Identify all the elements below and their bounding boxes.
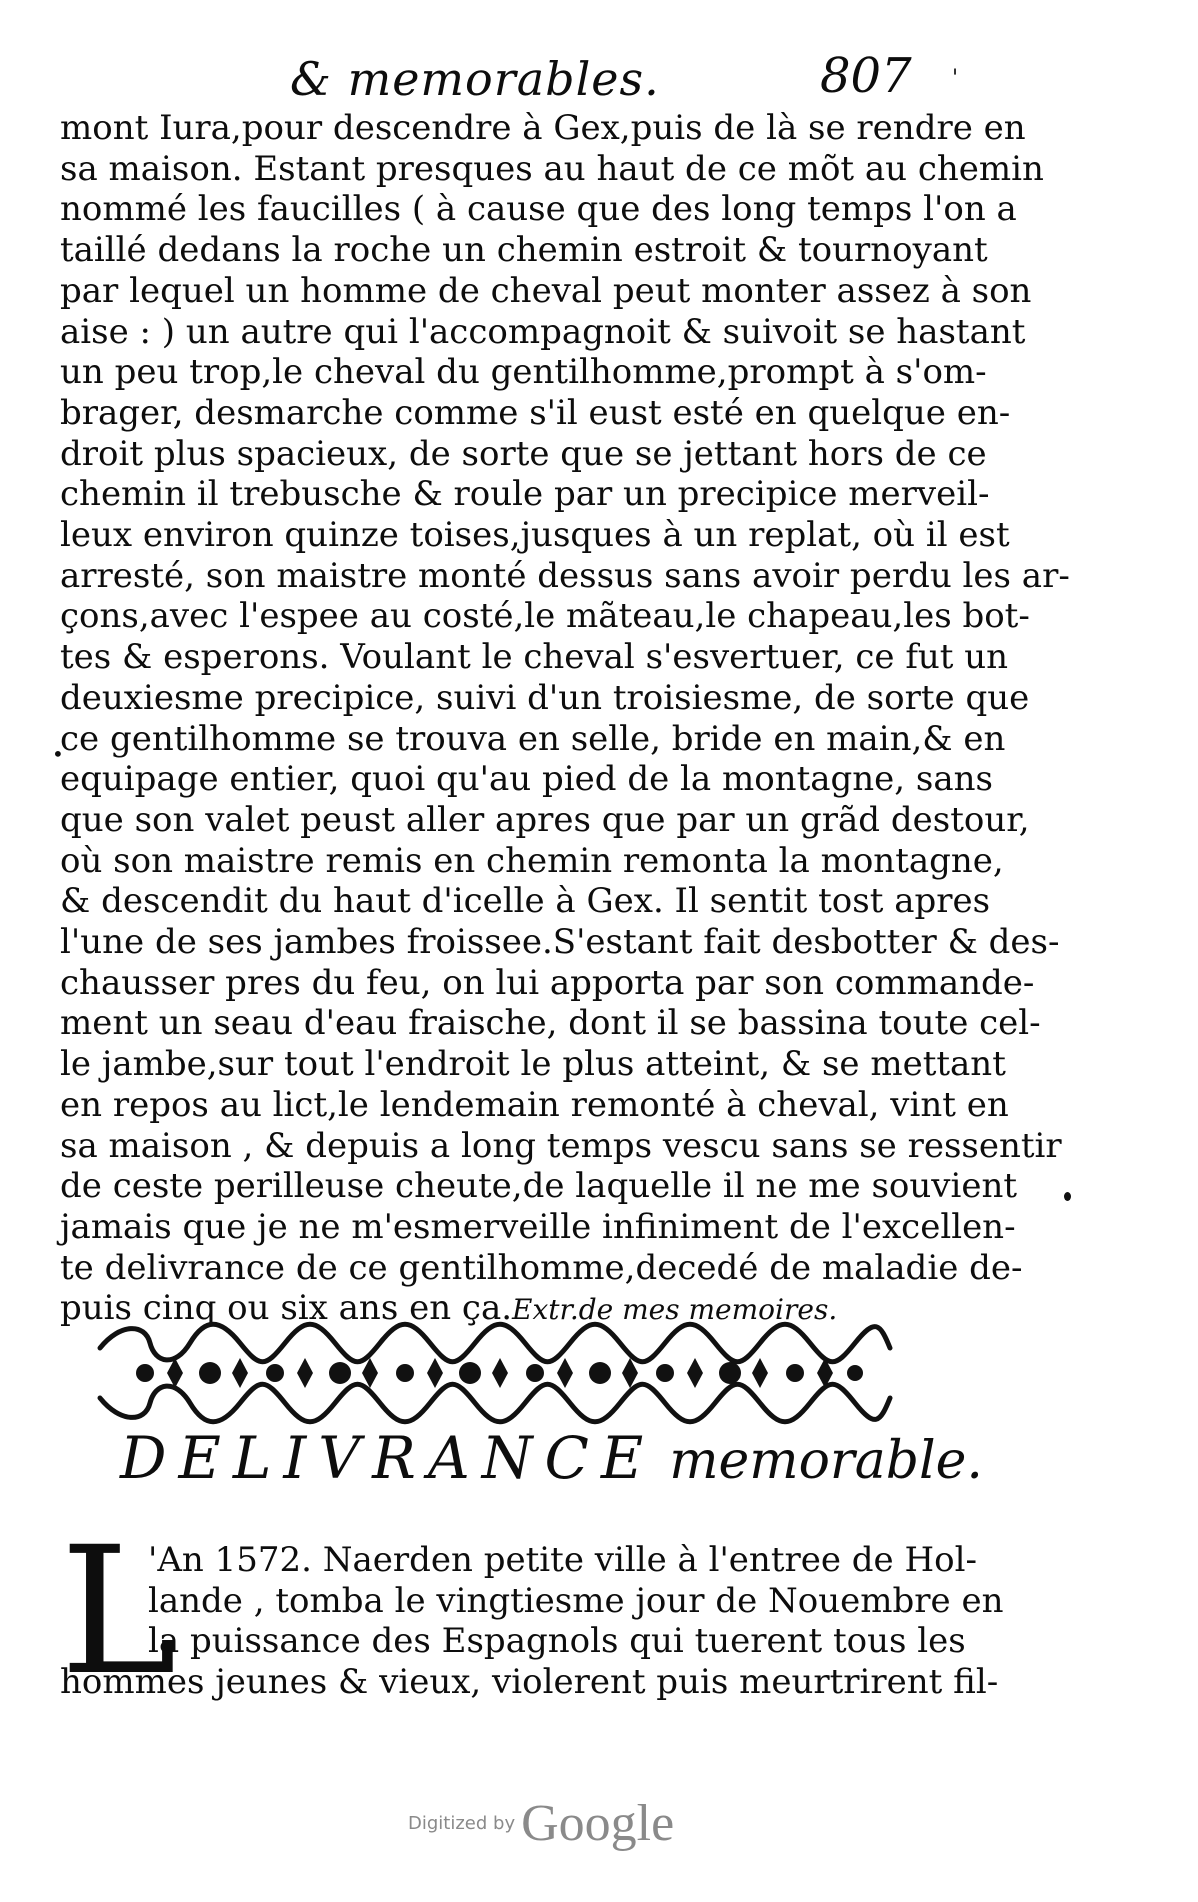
text-line: un peu trop,le cheval du gentilhomme,prompt à s'om- (60, 352, 987, 393)
text-line: taillé dedans la roche un chemin estroit & tournoyant (60, 230, 988, 271)
text-line: l'une de ses jambes froissee.S'estant fait desbotter & des- (60, 922, 1060, 963)
text-line: hommes jeunes & vieux, violerent puis meurtrirent fil- (60, 1662, 999, 1703)
printer-ornament (90, 1318, 900, 1428)
text-line: jamais que je ne m'esmerveille infiniment de l'excellen- (60, 1206, 1016, 1247)
text-line: 'An 1572. Naerden petite ville à l'entree de Hol- (148, 1540, 977, 1580)
section-title (120, 1424, 983, 1492)
text-line: ce gentilhomme se trouva en selle, bride en main,& en (60, 718, 1006, 759)
text-line: la puissance des Espagnols qui tuerent tous les (148, 1621, 966, 1662)
body-paragraph (60, 108, 1070, 1331)
ink-speck (1064, 1192, 1071, 1201)
google-watermark: Google (521, 1795, 675, 1852)
text-line: mont Iura,pour descendre à Gex,puis de là se rendre en (60, 108, 1026, 148)
text-line: equipage entier, quoi qu'au pied de la montagne, sans (60, 759, 993, 800)
text-line: lande , tomba le vingtiesme jour de Nouembre en (148, 1580, 1004, 1621)
text-line: sa maison. Estant presques au haut de ce mõt au chemin (60, 148, 1044, 189)
text-line: & descendit du haut d'icelle à Gex. Il sentit tost apres (60, 881, 991, 922)
text-line: brager, desmarche comme s'il eust esté en quelque en- (60, 392, 1011, 433)
page-number: 807 (820, 48, 912, 104)
text-line: deuxiesme precipice, suivi d'un troisiesme, de sorte que (60, 677, 1030, 718)
text-line: le jambe,sur tout l'endroit le plus atteint, & se mettant (60, 1044, 1006, 1085)
text-line: chemin il trebusche & roule par un precipice merveil- (60, 474, 990, 515)
source-citation: Extr.de mes memoires. (512, 1293, 838, 1327)
last-line-text: puis cinq ou six ans en ça. (60, 1288, 513, 1329)
text-line: te delivrance de ce gentilhomme,decedé de maladie de- (60, 1247, 1023, 1288)
running-title: & memorables. (290, 52, 660, 106)
text-line: chausser pres du feu, on lui apporta par son commande- (60, 962, 1035, 1003)
text-line: en repos au lict,le lendemain remonté à cheval, vint en (60, 1084, 1009, 1125)
text-line: par lequel un homme de cheval peut monter assez à son (60, 270, 1032, 311)
section-title-rest: memorable. (669, 1431, 983, 1491)
text-line: où son maistre remis en chemin remonta la montagne, (60, 840, 1004, 881)
text-line: ment un seau d'eau fraische, dont il se bassina toute cel- (60, 1003, 1041, 1044)
text-line: tes & esperons. Voulant le cheval s'esvertuer, ce fut un (60, 637, 1009, 678)
text-line: sa maison , & depuis a long temps vescu sans se ressentir (60, 1125, 1062, 1166)
section-title-caps: DELIVRANCE (120, 1424, 656, 1492)
text-line: que son valet peust aller apres que par un grãd destour, (60, 799, 1030, 840)
text-line: nommé les faucilles ( à cause que des long temps l'on a (60, 189, 1017, 230)
text-line: çons,avec l'espee au costé,le mãteau,le chapeau,les bot- (60, 596, 1030, 637)
text-line: arresté, son maistre monté dessus sans avoir perdu les ar- (60, 555, 1070, 596)
text-line: droit plus spacieux, de sorte que se jettant hors de ce (60, 433, 987, 474)
text-line: aise : ) un autre qui l'accompagnoit & suivoit se hastant (60, 311, 1026, 352)
margin-mark: • (52, 742, 64, 766)
digitization-footer (408, 1794, 674, 1853)
digitized-by-label: Digitized by (408, 1813, 516, 1834)
drop-cap: L (60, 1509, 177, 1714)
text-line: leux environ quinze toises,jusques à un replat, où il est (60, 515, 1010, 556)
second-paragraph (60, 1540, 1004, 1703)
corner-mark: ' (952, 66, 959, 91)
text-line: de ceste perilleuse cheute,de laquelle il ne me souvient (60, 1166, 1018, 1207)
